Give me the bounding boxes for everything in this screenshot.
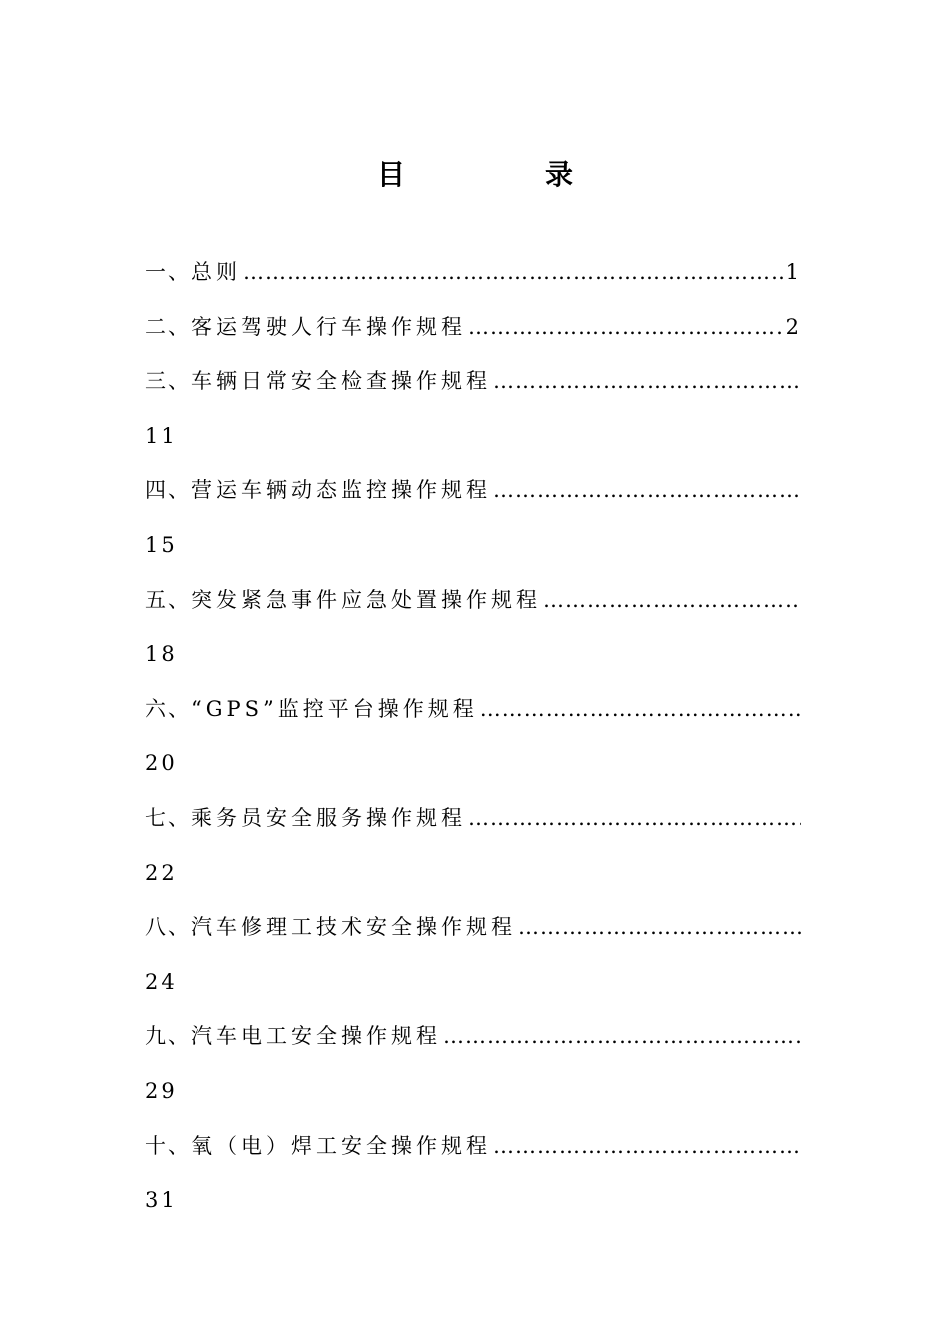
toc-page-number: 31 <box>145 1188 178 1213</box>
toc-leader-dots <box>443 1009 801 1064</box>
toc-entry-heading: 乘务员安全服务操作规程 <box>191 805 466 830</box>
toc-entry-number: 八、 <box>145 915 191 940</box>
toc-leader-dots <box>493 1119 801 1174</box>
toc-leader-dots <box>518 900 801 955</box>
table-of-contents <box>145 245 801 1228</box>
toc-entry-number: 七、 <box>145 805 191 830</box>
toc-entry-number: 六、 <box>145 696 191 721</box>
toc-entry-heading: 总则 <box>191 260 241 284</box>
toc-page-number: 24 <box>145 969 178 994</box>
toc-entry-heading: 客运驾驶人行车操作规程 <box>191 314 466 339</box>
toc-entry[interactable] <box>145 791 801 846</box>
toc-entry-number: 十、 <box>145 1133 191 1158</box>
toc-leader-dots <box>480 682 801 737</box>
toc-entry[interactable] <box>145 245 801 300</box>
toc-entry-heading: 氧（电）焊工安全操作规程 <box>191 1133 491 1158</box>
toc-entry-number: 三、 <box>145 369 191 394</box>
toc-entry-heading: “GPS”监控平台操作规程 <box>191 696 478 721</box>
toc-entry[interactable] <box>145 1009 801 1064</box>
toc-entry-heading: 突发紧急事件应急处置操作规程 <box>191 587 541 612</box>
toc-leader-dots <box>468 300 784 355</box>
toc-entry[interactable] <box>145 900 801 955</box>
toc-entry[interactable] <box>145 354 801 409</box>
toc-page-number: 1 <box>785 260 801 284</box>
toc-leader-dots <box>543 573 801 628</box>
toc-page-number: 15 <box>145 532 178 557</box>
toc-page-number: 20 <box>145 751 178 776</box>
toc-leader-dots <box>468 791 801 846</box>
toc-entry-number: 九、 <box>145 1024 191 1049</box>
toc-entry[interactable] <box>145 300 801 355</box>
toc-page-number: 11 <box>145 423 178 448</box>
toc-entry-heading: 车辆日常安全检查操作规程 <box>191 369 491 394</box>
toc-entry[interactable] <box>145 463 801 518</box>
toc-entry[interactable] <box>145 573 801 628</box>
toc-entry[interactable] <box>145 1119 801 1174</box>
toc-page-number: 22 <box>145 860 178 885</box>
toc-page-number: 29 <box>145 1078 178 1103</box>
toc-entry-number: 一、 <box>145 260 191 284</box>
toc-leader-dots <box>493 354 801 409</box>
toc-entry-heading: 汽车修理工技术安全操作规程 <box>191 915 516 940</box>
toc-entry-number: 五、 <box>145 587 191 612</box>
toc-entry-number: 二、 <box>145 314 191 339</box>
toc-entry-heading: 营运车辆动态监控操作规程 <box>191 478 491 503</box>
toc-entry[interactable] <box>145 682 801 737</box>
toc-title: 目 录 <box>376 158 629 191</box>
toc-entry-number: 四、 <box>145 478 191 503</box>
toc-entry-heading: 汽车电工安全操作规程 <box>191 1024 441 1049</box>
toc-page-number: 18 <box>145 642 178 667</box>
toc-leader-dots <box>243 245 784 300</box>
toc-leader-dots <box>493 463 801 518</box>
toc-page-number: 2 <box>785 314 801 339</box>
